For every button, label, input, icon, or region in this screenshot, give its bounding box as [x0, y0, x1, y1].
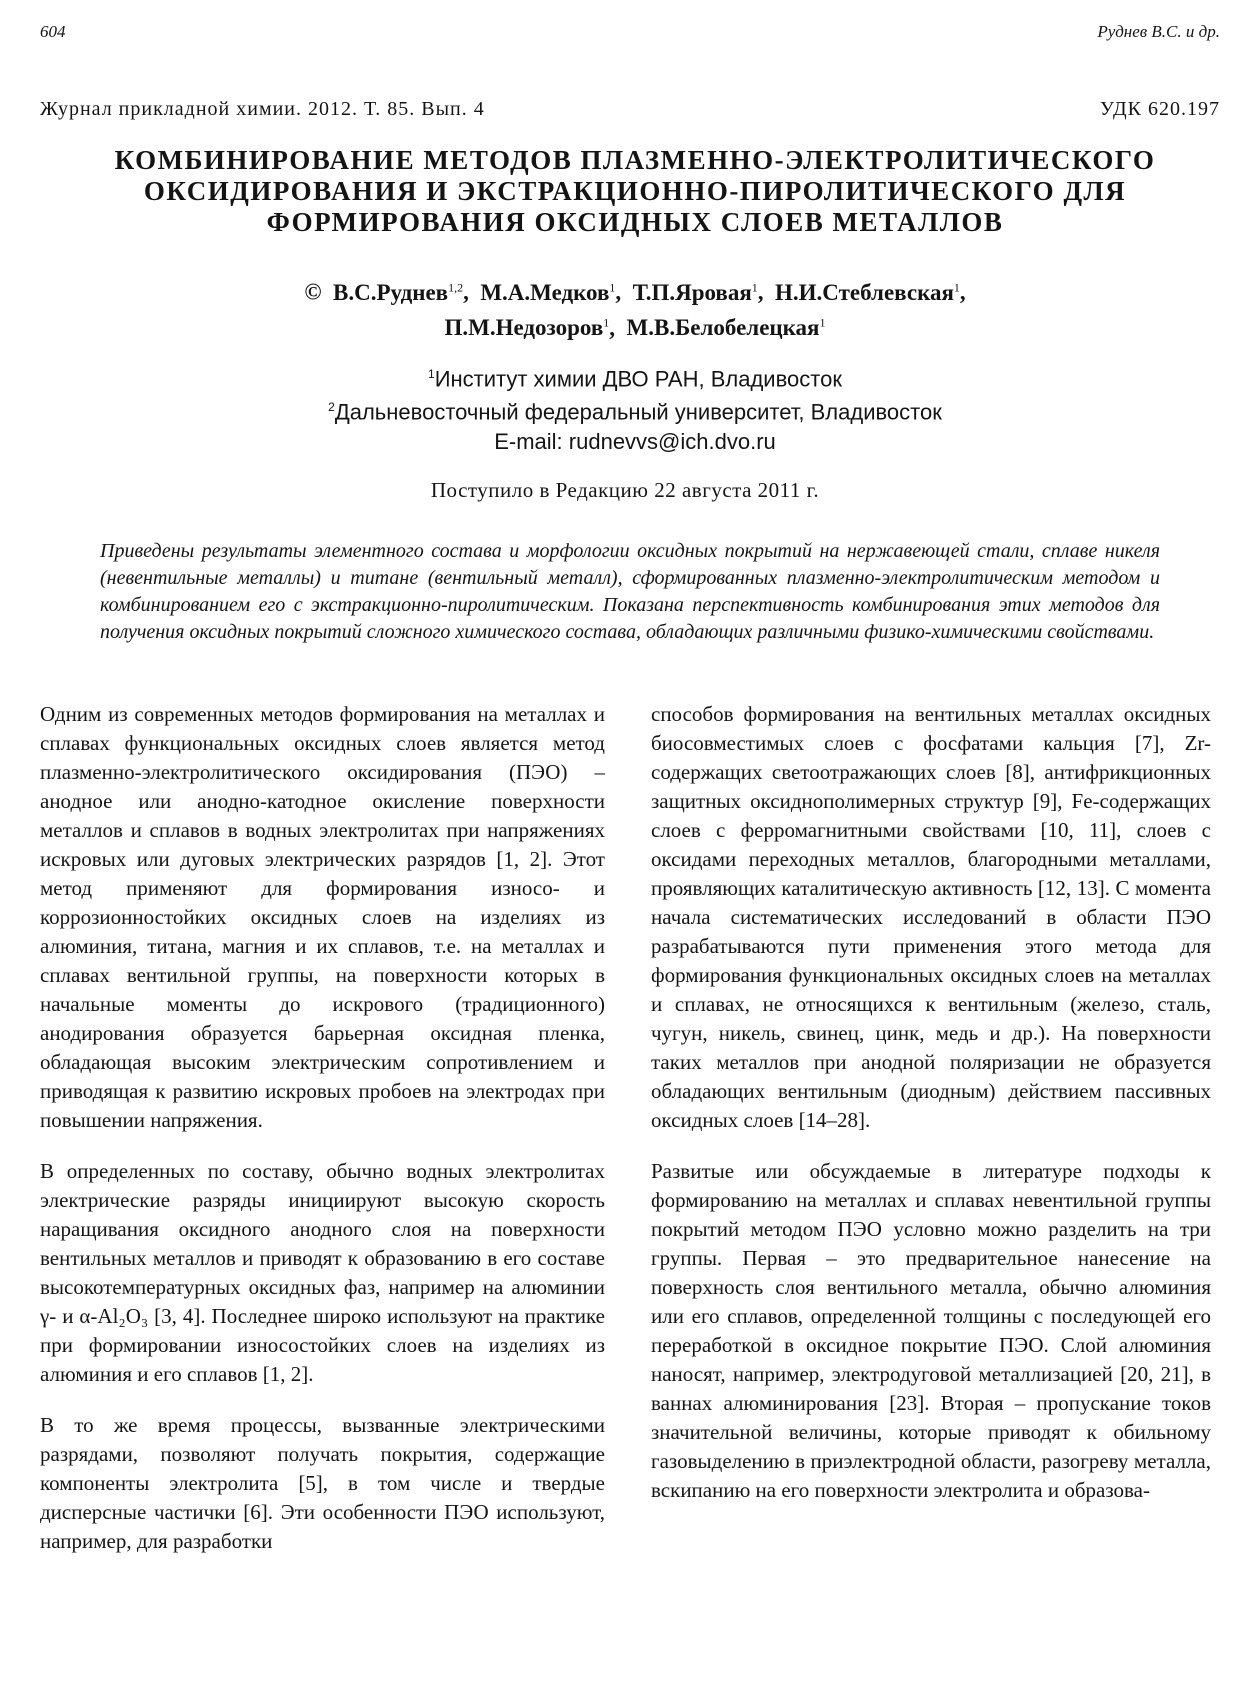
abstract: Приведены результаты элементного состава и морфологии оксидных покрытий на нержавеющей стали, сплаве никеля (невентильные металлы) и титане (вентильный металл), сформированных плазменно-электролитическим методом и комбинированием его с экстракционно-пиролитическим. Показана перспективность комбинирования этих методов для получения оксидных покрытий сложного химического состава, обладающих различными физико-химическими свойствами.: [100, 540, 1160, 643]
author: Н.И.Стеблевская$^1$: [775, 279, 960, 305]
affiliation: $^1$Институт химии ДВО РАН, Владивосток: [428, 366, 842, 392]
journal-citation: Журнал прикладной химии. 2012. Т. 85. Вып. 4: [40, 98, 485, 120]
page-number: 604: [40, 22, 66, 41]
paragraph: В то же время процессы, вызванные электрическими разрядами, позволяют получать покрытия, содержащие компоненты электролита [5], в том числе и твердые дисперсные частички [6]. Эти особенности ПЭО используют, например, для разработки: [40, 1413, 605, 1553]
running-head: Руднев В.С. и др.: [1097, 22, 1220, 41]
email[interactable]: E-mail: rudnevvs@ich.dvo.ru: [494, 428, 776, 454]
copyright-sign: ©: [304, 279, 322, 305]
author: П.М.Недозоров$^1$: [444, 315, 610, 341]
udk-code: УДК 620.197: [1099, 98, 1220, 120]
journal-line: [40, 98, 1220, 121]
author: В.С.Руднев$^{1,2}$: [333, 279, 464, 305]
affiliations: [120, 360, 1150, 456]
author: Т.П.Яровая$^1$: [632, 279, 758, 305]
author-list: © В.С.Руднев$^{1,2}$, М.А.Медков$^1$, Т.П.Яровая$^1$, Н.И.Стеблевская$^1$, П.М.Недозоров$^1$, М.В.Белобелецкая$^1$: [304, 279, 966, 341]
paragraph: Развитые или обсуждаемые в литературе подходы к формированию на металлах и сплавах невентильной группы покрытий методом ПЭО условно можно разделить на три группы. Первая – это предварительное нанесение на поверхность слоя вентильного металла, обычно алюминия или его сплавов, определенной толщины с последующей его переработкой в оксидное покрытие ПЭО. Слой алюминия наносят, например, электродуговой металлизацией [20, 21], в ваннах алюминирования [23]. Вторая – пропускание токов значительной величины, которые приводят к обильному газовыделению в приэлектродной области, разогреву металла, вскипанию на его поверхности электролита и образова-: [651, 1159, 1211, 1502]
article-title: КОМБИНИРОВАНИЕ МЕТОДОВ ПЛАЗМЕННО-ЭЛЕКТРОЛИТИЧЕСКОГО ОКСИДИРОВАНИЯ И ЭКСТРАКЦИОННО-ПИРОЛИТИЧЕСКОГО ДЛЯ ФОРМИРОВАНИЯ ОКСИДНЫХ СЛОЕВ МЕТАЛЛОВ: [114, 145, 1156, 237]
paragraph: Одним из современных методов формирования на металлах и сплавах функциональных оксидных слоев является метод плазменно-электролитического оксидирования (ПЭО) – анодное или анодно-катодное окисление поверхности металлов и сплавов в водных электролитах при напряжениях искровых или дуговых электрических разрядов [1, 2]. Этот метод применяют для формирования износо- и коррозионностойких оксидных слоев на изделиях из алюминия, титана, магния и их сплавов, т.е. на металлах и сплавах вентильной группы, на поверхности которых в начальные моменты до искрового (традиционного) анодирования образуется барьерная оксидная пленка, обладающая высоким электрическим сопротивлением и приводящая к развитию искровых пробоев на электродах при повышении напряжения.: [40, 702, 605, 1132]
body-column-right: [651, 700, 1211, 1527]
author: М.А.Медков$^1$: [480, 279, 616, 305]
body-column-left: [40, 700, 605, 1578]
affiliation: $^2$Дальневосточный федеральный университет, Владивосток: [328, 399, 942, 425]
paragraph: В определенных по составу, обычно водных электролитах электрические разряды инициируют высокую скорость наращивания оксидного анодного слоя на поверхности вентильных металлов и приводят к образованию в его составе высокотемпературных оксидных фаз, например на алюминии γ- и α-Al₂O₃ [3, 4]. Последнее широко используют на практике при формировании износостойких слоев на изделиях из алюминия и его сплавов [1, 2].: [40, 1159, 605, 1386]
received-date: Поступило в Редакцию 22 августа 2011 г.: [430, 478, 820, 502]
author: М.В.Белобелецкая$^1$: [626, 315, 826, 341]
paragraph: способов формирования на вентильных металлах оксидных биосовместимых слоев с фосфатами кальция [7], Zr-содержащих светоотражающих слоев [8], антифрикционных защитных оксиднополимерных структур [9], Fe-содержащих слоев с ферромагнитными свойствами [10, 11], слоев с оксидами переходных металлов, благородными металлами, проявляющих каталитическую активность [12, 13]. С момента начала систематических исследований в области ПЭО разрабатываются пути применения этого метода для формирования функциональных оксидных слоев на металлах и сплавах, не относящихся к вентильным (железо, сталь, чугун, никель, свинец, цинк, медь и др.). На поверхности таких металлов при анодной поляризации не образуется обладающих вентильным (диодным) действием пассивных оксидных слоев [14–28].: [651, 702, 1211, 1132]
